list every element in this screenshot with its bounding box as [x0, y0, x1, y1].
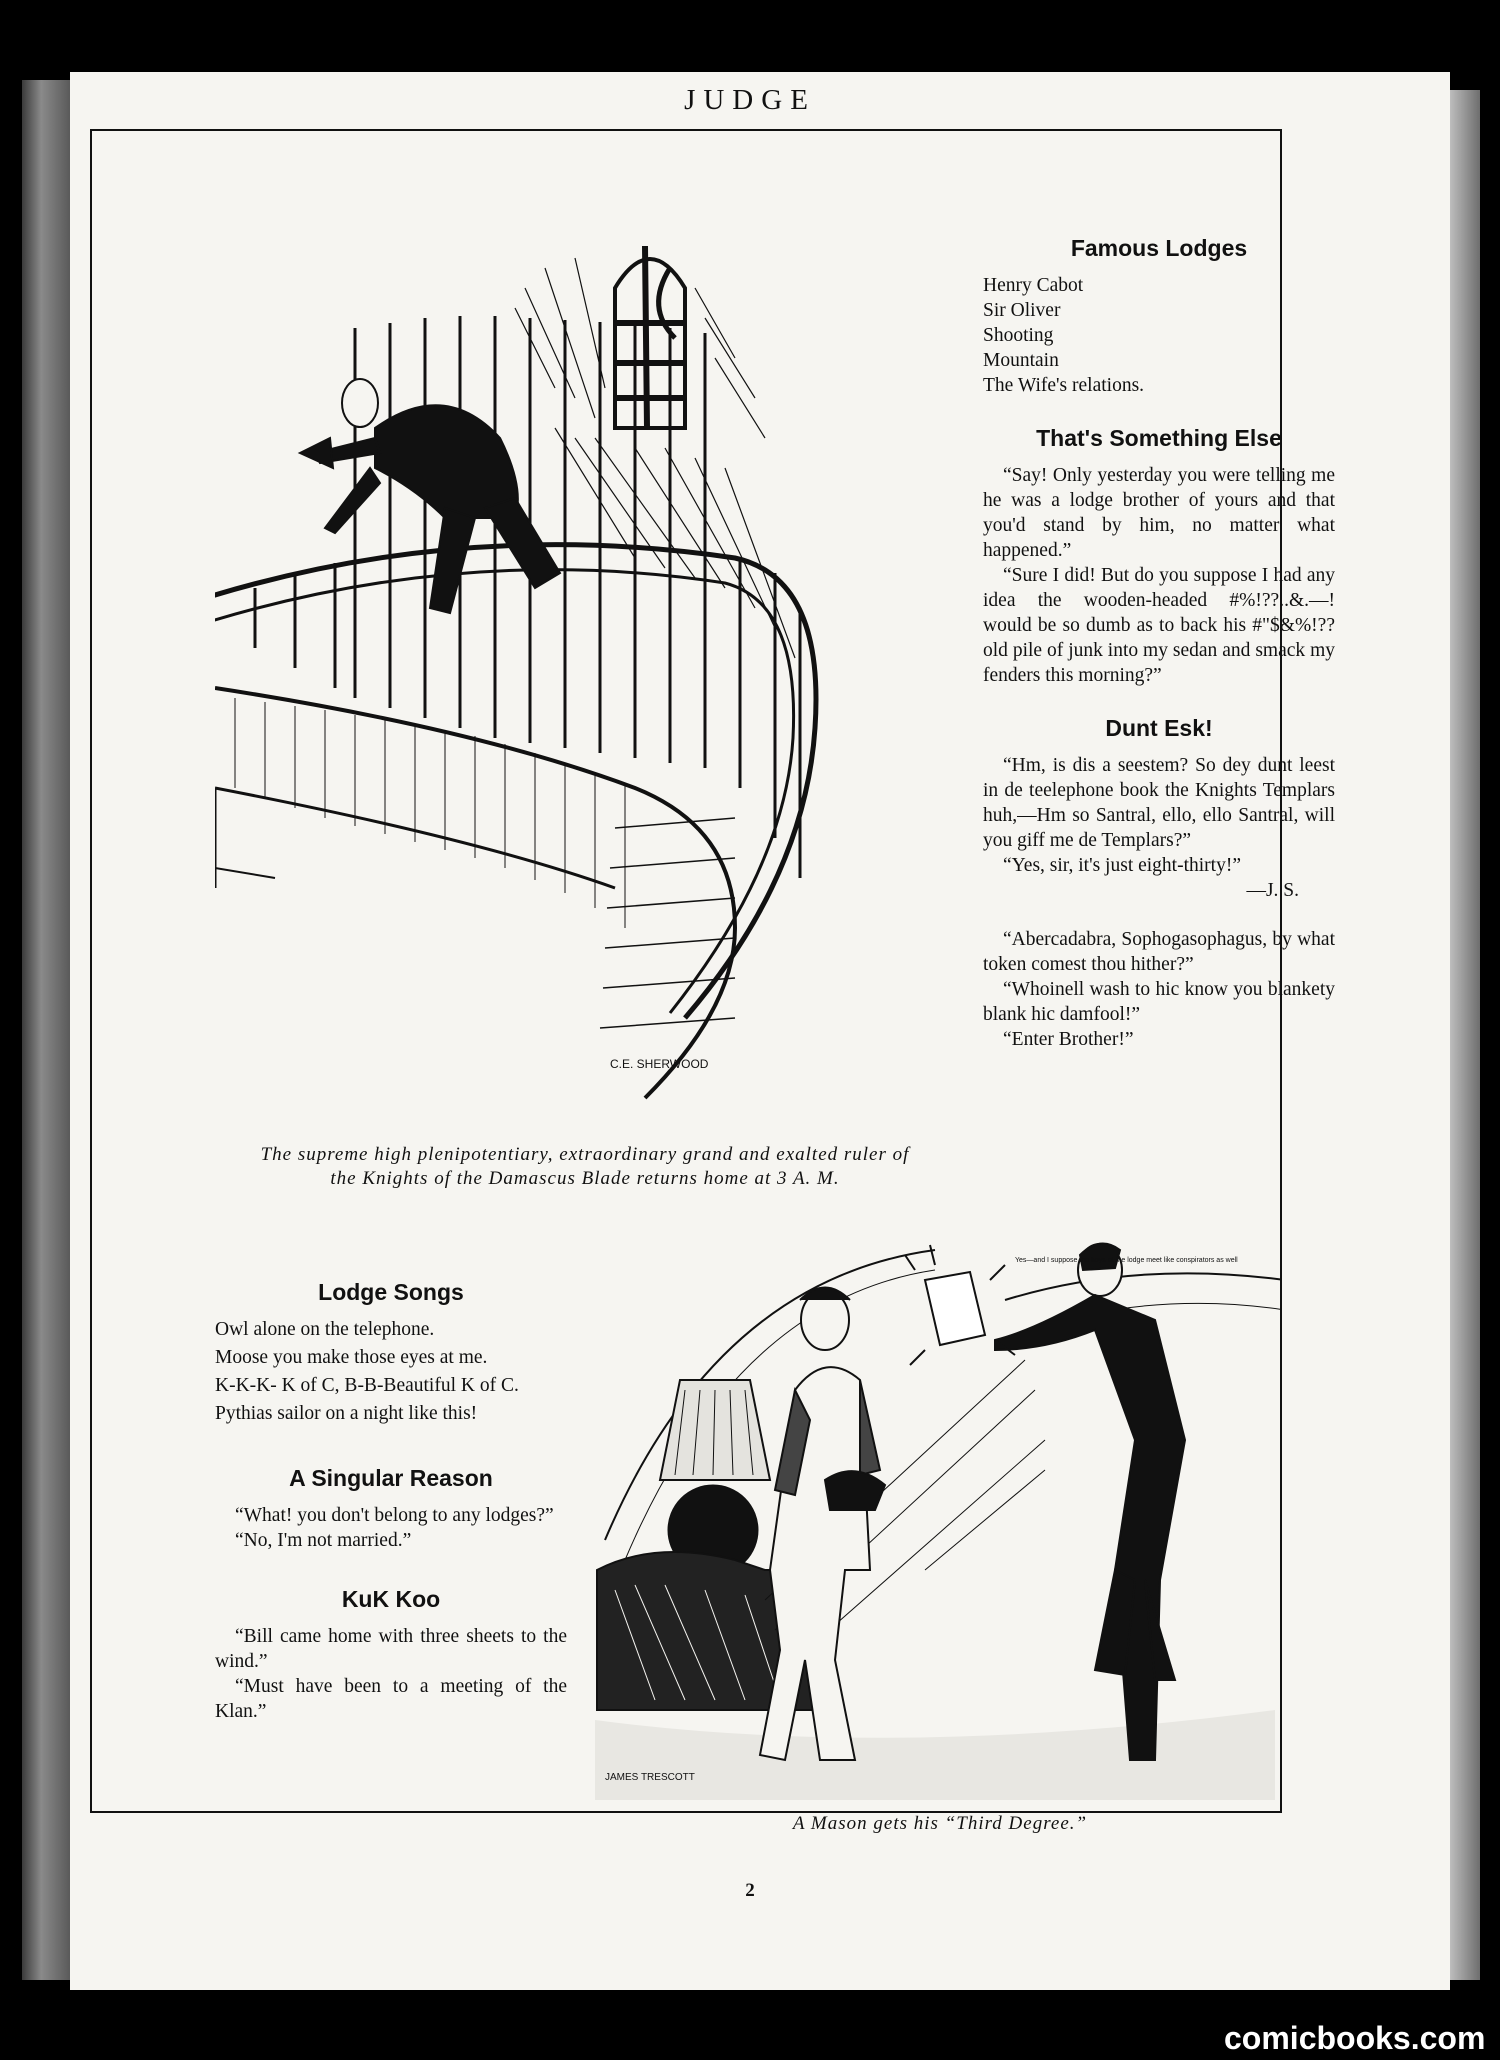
famous-lodges-list	[983, 273, 1335, 398]
dunt-esk-signature: —J. S.	[1246, 880, 1299, 901]
left-column	[215, 1280, 567, 1724]
list-item: Henry Cabot	[983, 275, 1084, 296]
lodge-songs-line: Owl alone on the telephone.	[215, 1319, 435, 1340]
list-item: Shooting	[983, 325, 1054, 346]
cartoon2-speech: Yes—and I suppose the boys at the lodge meet like conspirators as well	[1015, 1257, 1238, 1264]
list-item: Mountain	[983, 350, 1059, 371]
dunt-esk-p3: “Abercadabra, Sophogasophagus, by what token comest thou hither?”	[983, 929, 1335, 975]
cartoon1-signature: C.E. SHERWOOD	[610, 1057, 709, 1071]
page-edge	[1450, 90, 1480, 1980]
kuk-koo-p1: “Bill came home with three sheets to the wind.”	[215, 1626, 567, 1672]
kuk-koo-p2: “Must have been to a meeting of the Klan.”	[215, 1676, 567, 1722]
list-item: The Wife's relations.	[983, 375, 1145, 396]
right-column	[983, 236, 1335, 1052]
something-else-title: That's Something Else	[1036, 425, 1282, 451]
lodge-songs-title: Lodge Songs	[318, 1279, 464, 1305]
mason-cartoon	[595, 1240, 1280, 1805]
kuk-koo-title: KuK Koo	[341, 1586, 441, 1612]
cartoon2-signature: JAMES TRESCOTT	[605, 1772, 695, 1783]
cartoon2-caption	[600, 1812, 1280, 1836]
cartoon2-caption-text: A Mason gets his “Third Degree.”	[792, 1813, 1088, 1834]
lodge-songs-line: Pythias sailor on a night like this!	[215, 1403, 478, 1424]
singular-reason-title: A Singular Reason	[289, 1465, 493, 1491]
singular-reason-p1: “What! you don't belong to any lodges?”	[235, 1505, 554, 1526]
list-item: Sir Oliver	[983, 300, 1061, 321]
dunt-esk-p4: “Whoinell wash to hic know you blankety blank hic damfool!”	[983, 979, 1335, 1025]
lodge-songs-line: Moose you make those eyes at me.	[215, 1347, 488, 1368]
dunt-esk-p2: “Yes, sir, it's just eight-thirty!”	[1003, 855, 1241, 876]
dunt-esk-title: Dunt Esk!	[1105, 715, 1213, 741]
dunt-esk-p5: “Enter Brother!”	[1003, 1029, 1134, 1050]
dunt-esk-p1: “Hm, is dis a seestem? So dey dunt leest in de teelephone book the Knights Templars huh,—Hm so Santral, ello, ello Santral, will you giff me de Templars?”	[983, 755, 1335, 851]
famous-lodges-title: Famous Lodges	[1070, 235, 1248, 261]
staircase-cartoon	[215, 228, 915, 1143]
something-else-p2: “Sure I did! But do you suppose I had any idea the wooden-headed #%!??..&.—! would be so dumb as to back his #"$&%!?? old pile of junk into my sedan and smack my fenders this morning?”	[983, 565, 1335, 686]
cartoon1-caption-text: The supreme high plenipotentiary, extraordinary grand and exalted ruler of the Knights of the Damascus Blade returns home at 3 A. M.	[260, 1144, 910, 1189]
singular-reason-p2: “No, I'm not married.”	[235, 1530, 412, 1551]
lodge-songs-line: K-K-K- K of C, B-B-Beautiful K of C.	[215, 1375, 519, 1396]
page-number: 2	[745, 1880, 755, 1901]
book-spine	[22, 80, 70, 1980]
masthead: JUDGE	[684, 84, 816, 116]
cartoon1-caption	[245, 1143, 925, 1191]
watermark: comicbooks.com	[1224, 2020, 1486, 2056]
something-else-p1: “Say! Only yesterday you were telling me he was a lodge brother of yours and that you'd stand by him, no matter what happened.”	[983, 465, 1335, 561]
